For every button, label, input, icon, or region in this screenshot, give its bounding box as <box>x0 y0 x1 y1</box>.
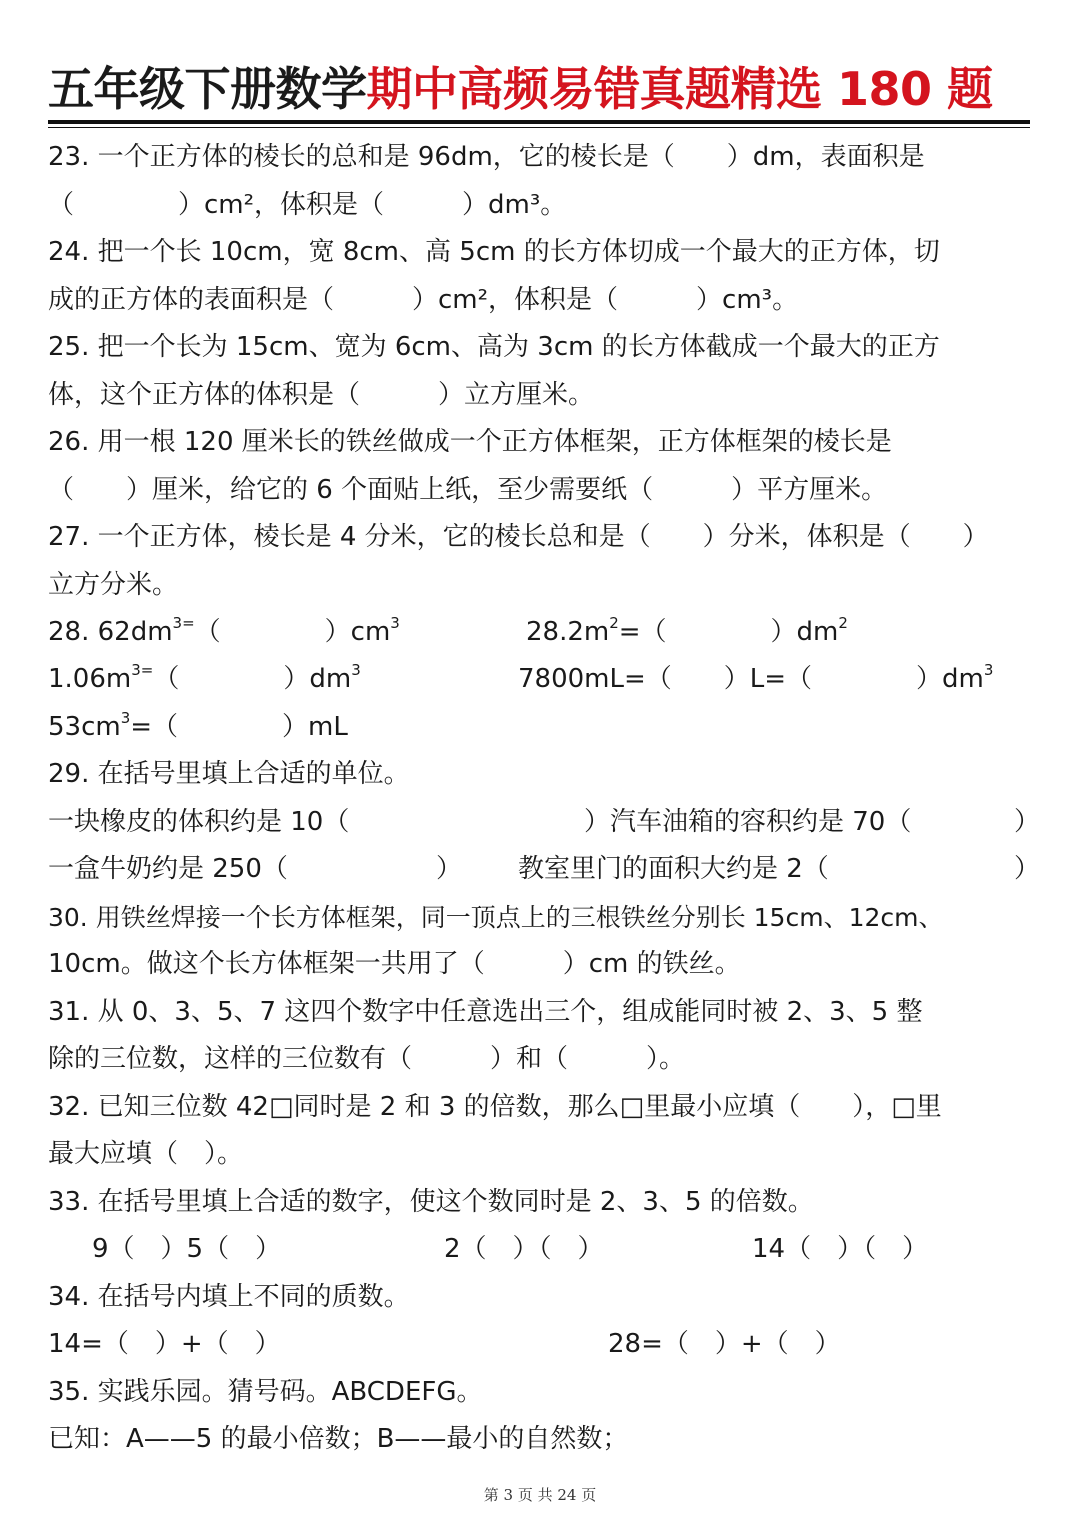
question-line: （ ）cm²，体积是（ ）dm³。 <box>48 190 567 220</box>
q28-item: 28. $62dm^{3=}$（ ）$cm^3$ <box>48 614 400 647</box>
question-line: （ ）厘米，给它的 6 个面贴上纸，至少需要纸（ ）平方厘米。 <box>48 475 888 505</box>
question-line: 除的三位数，这样的三位数有（ ）和（ ）。 <box>48 1044 686 1074</box>
page-title <box>48 58 1038 120</box>
question-line: 31. 从 0、3、5、7 这四个数字中任意选出三个，组成能同时被 2、3、5 整 <box>48 997 923 1027</box>
title-rule-thin <box>48 127 1030 128</box>
q29-head: 29. 在括号里填上合适的单位。 <box>48 759 410 789</box>
title-red: 期中高频易错真题精选 180 题 <box>366 62 993 116</box>
question-line: 24. 把一个长 10cm，宽 8cm、高 5cm 的长方体切成一个最大的正方体，切 <box>48 237 940 267</box>
q35-known: 已知：A——5 的最小倍数；B——最小的自然数； <box>48 1424 629 1454</box>
q33-row: 9（ ）5（ ） 2（ ）（ ） 14（ ）（ ） <box>92 1234 929 1264</box>
q34-head: 34. 在括号内填上不同的质数。 <box>48 1282 410 1312</box>
question-line: 10cm。做这个长方体框架一共用了（ ）cm 的铁丝。 <box>48 949 741 979</box>
q28-item: $28.2m^2=$（ ）$dm^2$ <box>526 614 848 647</box>
q29-row-2: 一盒牛奶约是 250（ ） 教室里门的面积大约是 2（ ） <box>48 854 1041 884</box>
question-line: 27. 一个正方体，棱长是 4 分米，它的棱长总和是（ ）分米，体积是（ ） <box>48 522 989 552</box>
title-black: 五年级下册数学 <box>48 62 367 116</box>
question-line: 33. 在括号里填上合适的数字，使这个数同时是 2、3、5 的倍数。 <box>48 1187 814 1217</box>
question-line: 32. 已知三位数 42□同时是 2 和 3 的倍数，那么□里最小应填（ ），□里 <box>48 1092 942 1122</box>
q28-row-1 <box>48 609 1038 656</box>
q28-row-3: $53cm^3=$（ ）mL <box>48 709 348 742</box>
question-line: 25. 把一个长为 15cm、宽为 6cm、高为 3cm 的长方体截成一个最大的正方 <box>48 332 940 362</box>
q35-head: 35. 实践乐园。猜号码。ABCDEFG。 <box>48 1377 483 1407</box>
page-footer: 第 3 页 共 24 页 <box>483 1486 597 1504</box>
question-line: 立方分米。 <box>48 570 179 600</box>
q34-row: 14=（ ）+（ ） 28=（ ）+（ ） <box>48 1329 841 1359</box>
question-line: 成的正方体的表面积是（ ）cm²，体积是（ ）cm³。 <box>48 285 799 315</box>
q28-row-2 <box>48 656 1038 703</box>
question-line: 30. 用铁丝焊接一个长方体框架，同一顶点上的三根铁丝分别长 15cm、12cm、 <box>48 903 944 932</box>
question-line: 23. 一个正方体的棱长的总和是 96dm，它的棱长是（ ）dm，表面积是 <box>48 142 925 172</box>
q29-row-1: 一块橡皮的体积约是 10（ ）汽车油箱的容积约是 70（ ） <box>48 807 1041 837</box>
question-line: 最大应填（ ）。 <box>48 1139 244 1169</box>
question-line: 26. 用一根 120 厘米长的铁丝做成一个正方体框架，正方体框架的棱长是 <box>48 427 892 457</box>
q28-item: $1.06m^{3=}$（ ）$dm^3$ <box>48 661 361 694</box>
title-rule-thick <box>48 120 1030 124</box>
question-line: 体，这个正方体的体积是（ ）立方厘米。 <box>48 380 595 410</box>
q28-item: 7800mL=（ ）L=（ ）$dm^3$ <box>518 661 994 694</box>
